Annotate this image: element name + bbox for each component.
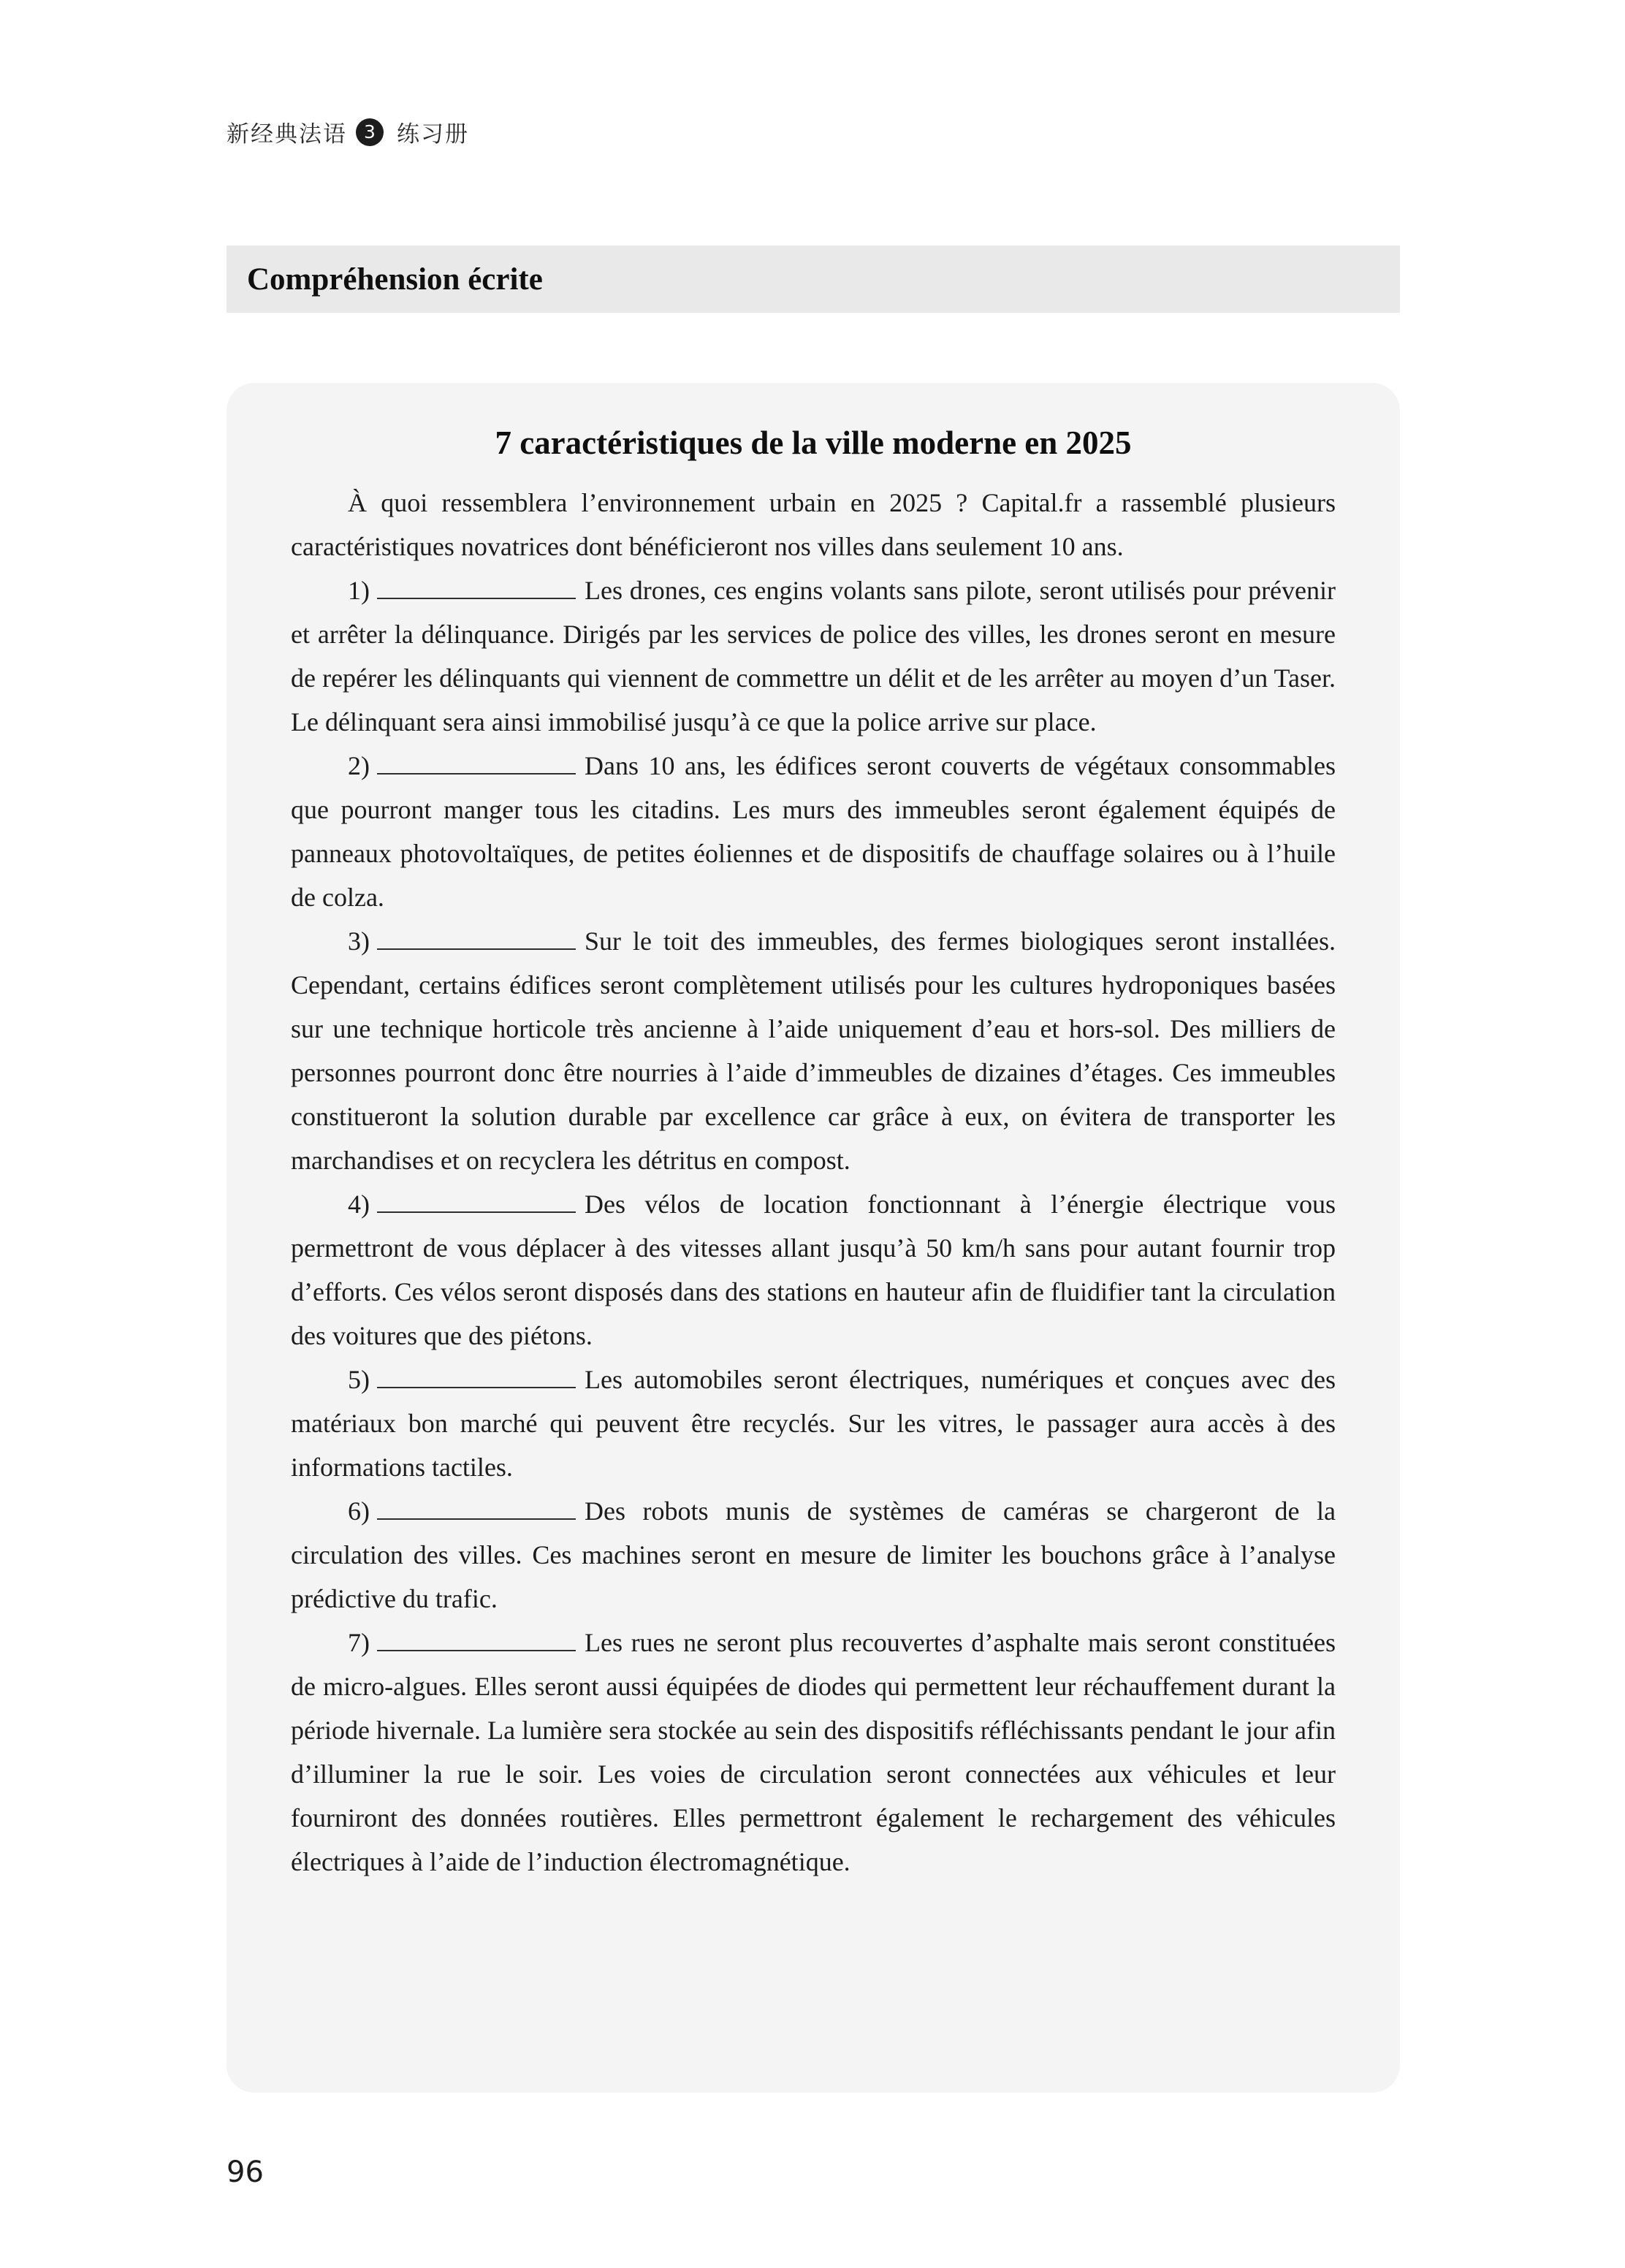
passage-item-7 <box>291 1621 1336 1884</box>
passage-intro: À quoi ressemblera l’environnement urbain en 2025 ? Capital.fr a rassemblé plusieurs caractéristiques novatrices dont bénéficieront nos villes dans seulement 10 ans. <box>291 488 1336 561</box>
book-header <box>227 115 469 148</box>
book-title: 新经典法语 <box>227 121 347 148</box>
passage-item-1 <box>291 568 1336 744</box>
item-number: 6) <box>348 1496 370 1526</box>
page-number: 96 <box>227 2155 264 2189</box>
answer-blank-2 <box>377 769 576 775</box>
item-text: Les rues ne seront plus recouvertes d’asphalte mais seront constituées de micro-algues. Elles seront aussi équipées de diodes qui permettent leur réchauffement durant la période hivernale. La lumière sera stockée au sein des dispositifs réfléchissants pendant le jour afin d’illuminer la rue le soir. Les voies de circulation seront connectées aux véhicules et leur fourniront des données routières. Elles permettront également le rechargement des véhicules électriques à l’aide de l’induction électromagnétique. <box>291 1628 1336 1876</box>
item-number: 5) <box>348 1365 370 1394</box>
passage-item-4 <box>291 1182 1336 1358</box>
passage-item-6 <box>291 1489 1336 1621</box>
answer-blank-5 <box>377 1382 576 1388</box>
item-text: Des robots munis de systèmes de caméras se chargeront de la circulation des villes. Ces machines seront en mesure de limiter les bouchons grâce à l’analyse prédictive du trafic. <box>291 1496 1336 1613</box>
passage-item-2 <box>291 744 1336 919</box>
item-text: Les automobiles seront électriques, numériques et conçues avec des matériaux bon marché qui peuvent être recyclés. Sur les vitres, le passager aura accès à des informations tactiles. <box>291 1365 1336 1482</box>
answer-blank-4 <box>377 1207 576 1213</box>
item-text: Sur le toit des immeubles, des fermes biologiques seront installées. Cependant, certains édifices seront complètement utilisés pour les cultures hydroponiques basées sur une technique horticole très ancienne à l’aide uniquement d’eau et hors-sol. Des milliers de personnes pourront donc être nourries à l’aide d’immeubles de dizaines d’étages. Ces immeubles constitueront la solution durable par excellence car grâce à eux, on évitera de transporter les marchandises et on recyclera les détritus en compost. <box>291 926 1336 1175</box>
item-number: 1) <box>348 576 370 605</box>
passage-box <box>227 383 1400 2093</box>
item-text: Dans 10 ans, les édifices seront couverts de végétaux consommables que pourront manger tous les citadins. Les murs des immeubles seront également équipés de panneaux photovoltaïques, de petites éoliennes et de dispositifs de chauffage solaires ou à l’huile de colza. <box>291 751 1336 912</box>
volume-number-badge-icon: 3 <box>356 118 384 146</box>
item-text: Les drones, ces engins volants sans pilote, seront utilisés pour prévenir et arrêter la délinquance. Dirigés par les services de police des villes, les drones seront en mesure de repérer les délinquants qui viennent de commettre un délit et de les arrêter au moyen d’un Taser. Le délinquant sera ainsi immobilisé jusqu’à ce que la police arrive sur place. <box>291 576 1336 737</box>
item-number: 7) <box>348 1628 370 1657</box>
passage-title: 7 caractéristiques de la ville moderne en 2025 <box>495 425 1132 461</box>
passage-item-5 <box>291 1358 1336 1489</box>
section-banner <box>227 246 1400 313</box>
section-title: Compréhension écrite <box>247 262 543 297</box>
book-subtitle: 练习册 <box>397 121 469 148</box>
item-number: 3) <box>348 926 370 956</box>
answer-blank-7 <box>377 1645 576 1651</box>
answer-blank-6 <box>377 1514 576 1520</box>
item-number: 2) <box>348 751 370 780</box>
answer-blank-3 <box>377 944 576 950</box>
passage-item-3 <box>291 919 1336 1182</box>
answer-blank-1 <box>377 593 576 599</box>
item-text: Des vélos de location fonctionnant à l’énergie électrique vous permettront de vous déplacer à des vitesses allant jusqu’à 50 km/h sans pour autant fournir trop d’efforts. Ces vélos seront disposés dans des stations en hauteur afin de fluidifier tant la circulation des voitures que des piétons. <box>291 1190 1336 1350</box>
item-number: 4) <box>348 1190 370 1219</box>
